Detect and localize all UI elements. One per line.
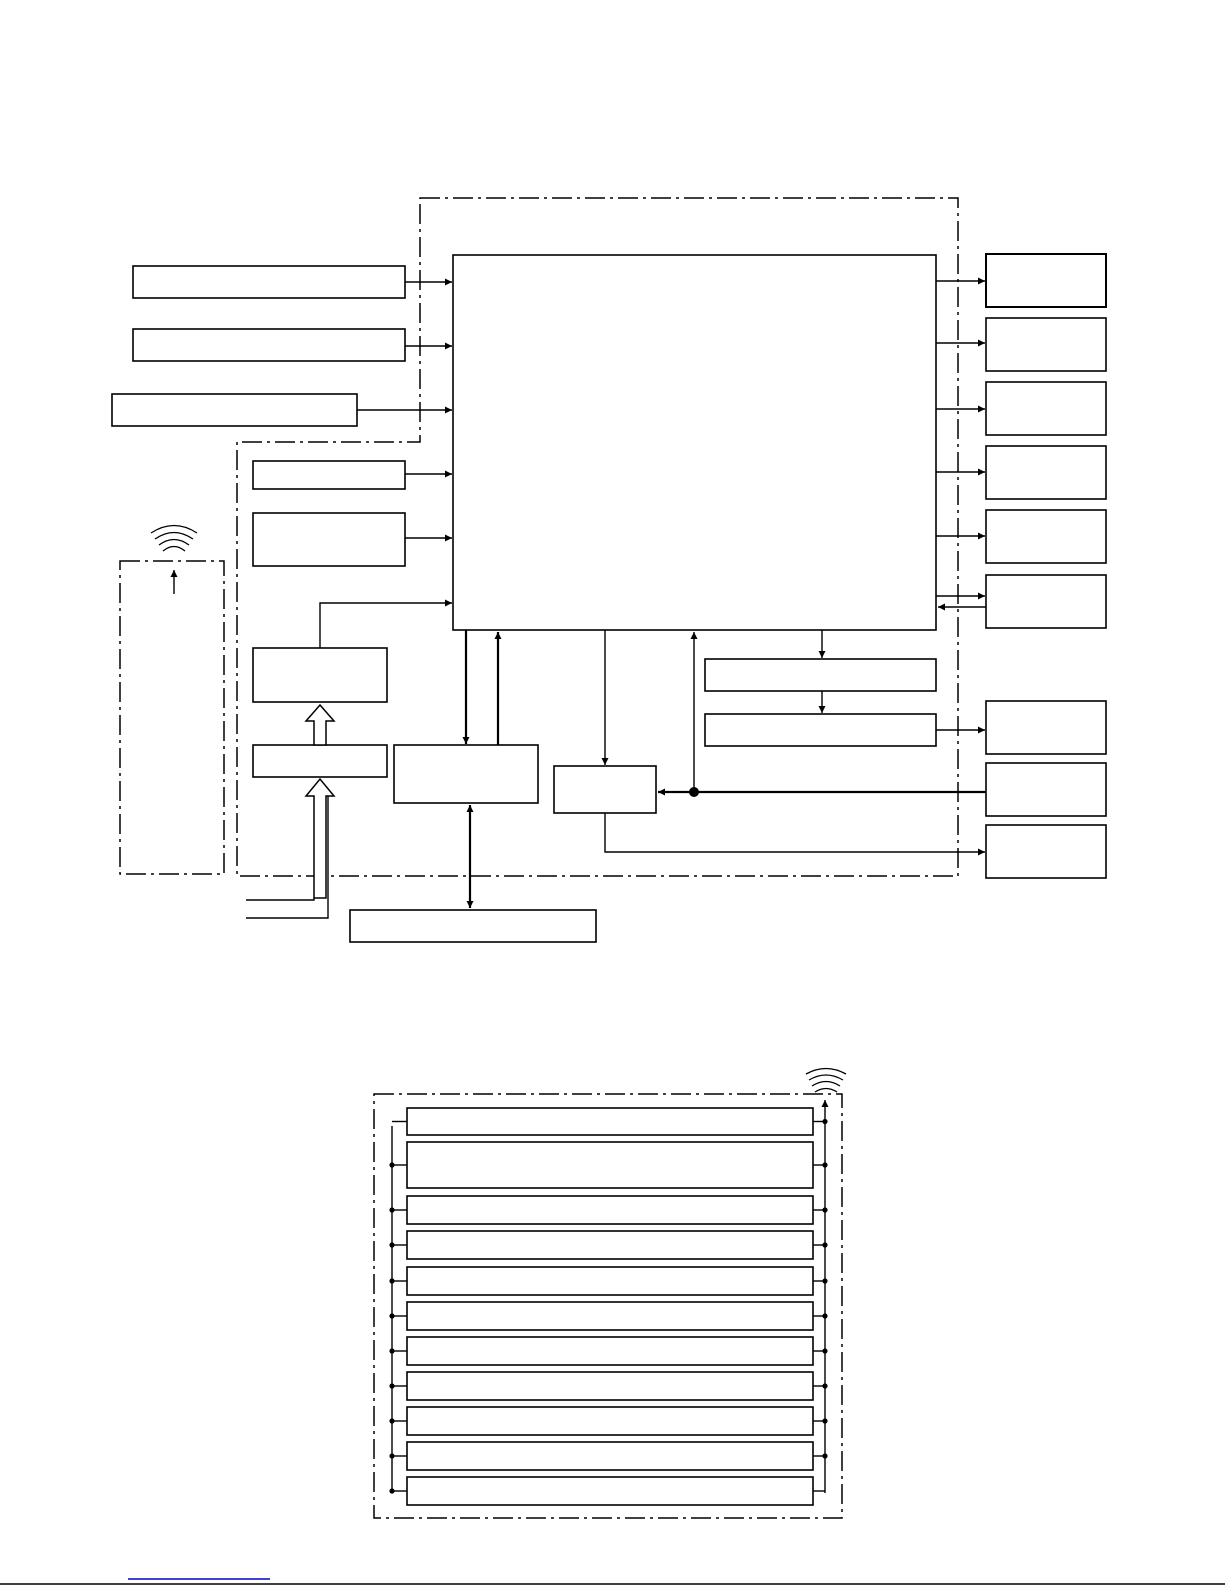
memory-block (394, 745, 538, 803)
module-row-11 (407, 1477, 813, 1505)
sub-block-2 (705, 714, 936, 746)
module-rows (389, 1108, 827, 1505)
output-block-9 (986, 825, 1106, 878)
module-row-10 (407, 1442, 813, 1470)
arrow-driver-to-output-9 (605, 813, 985, 852)
lower-diagram (374, 1069, 846, 1519)
module-row-1 (407, 1108, 813, 1135)
output-block-2 (986, 318, 1106, 371)
output-block-5 (986, 510, 1106, 563)
module-row-8 (407, 1372, 813, 1400)
input-block-5 (253, 513, 405, 566)
page-footer (0, 1579, 1225, 1584)
input-block-2 (133, 329, 405, 361)
hollow-arrow-external-to-interface (306, 779, 334, 898)
output-block-4 (986, 446, 1106, 499)
output-block-3 (986, 382, 1106, 435)
arrow-receiver-to-main (320, 603, 452, 648)
sub-block-1 (705, 659, 936, 691)
input-block-3 (112, 394, 357, 426)
input-block-1 (133, 266, 405, 298)
connector-block (350, 910, 596, 942)
module-row-5 (407, 1267, 813, 1295)
output-block-7 (986, 701, 1106, 754)
module-row-7 (407, 1337, 813, 1365)
output-block-1 (986, 254, 1106, 307)
module-row-6 (407, 1302, 813, 1330)
wireless-signal-icon (151, 526, 197, 595)
driver-block (554, 766, 656, 813)
junction-dot (689, 787, 699, 797)
input-block-4 (253, 461, 405, 489)
module-row-3 (407, 1196, 813, 1224)
external-line-1 (246, 898, 314, 900)
receiver-block (253, 648, 387, 702)
module-row-9 (407, 1407, 813, 1435)
output-block-8 (986, 763, 1106, 816)
remote-unit-boundary (120, 561, 224, 874)
output-block-6 (986, 575, 1106, 628)
main-processor-block (453, 255, 936, 630)
antenna-interface-block (253, 745, 387, 777)
hollow-arrow-interface-to-receiver (306, 705, 334, 745)
wireless-signal-icon-lower (806, 1069, 846, 1093)
module-row-2 (407, 1142, 813, 1188)
upper-diagram (112, 198, 1106, 942)
module-row-4 (407, 1231, 813, 1259)
